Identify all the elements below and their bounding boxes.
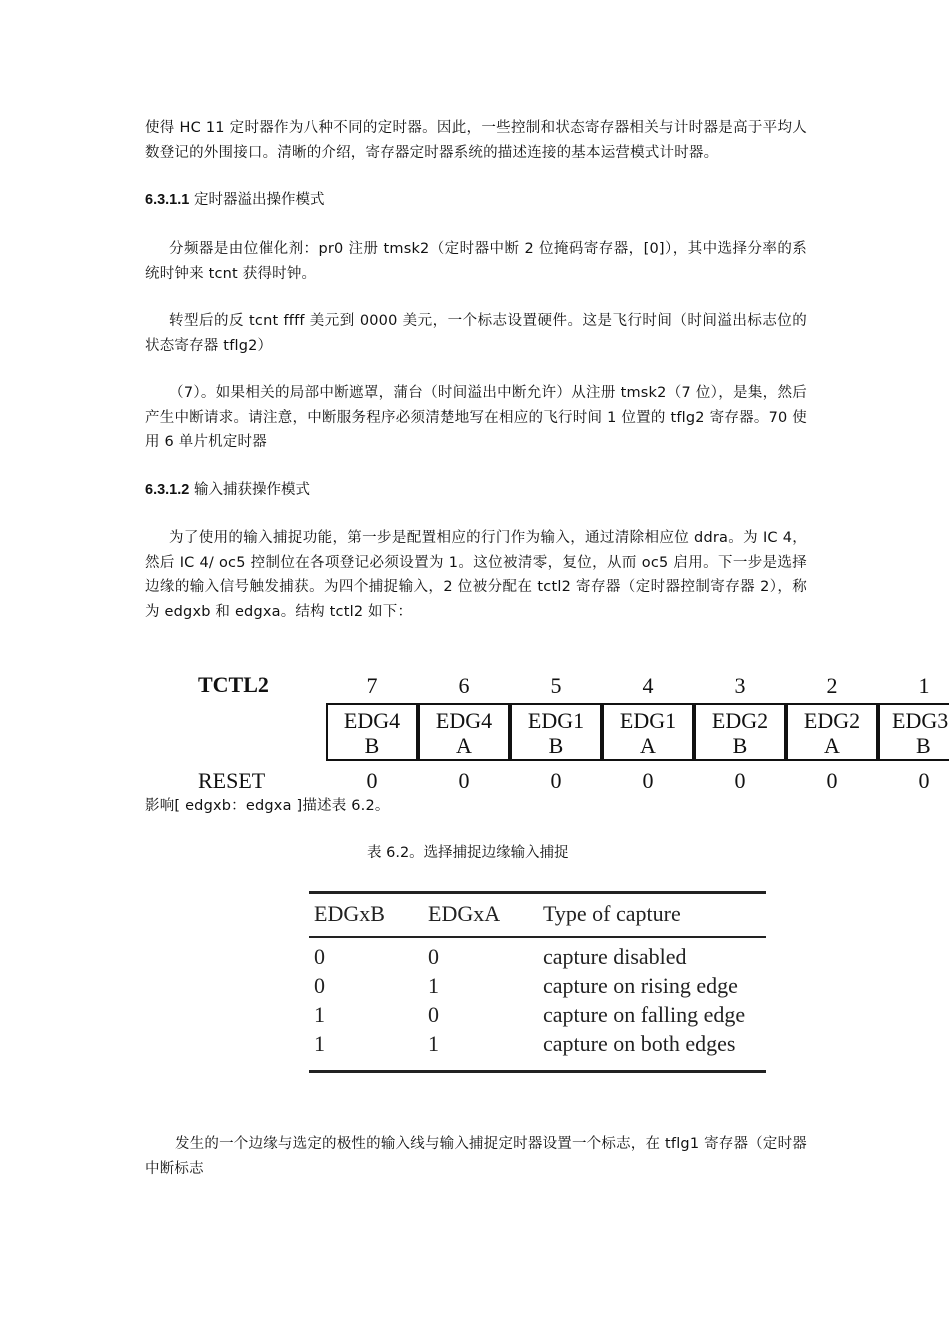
- reset-value: 0: [826, 768, 838, 793]
- table-cell: 1: [314, 1031, 325, 1056]
- bit-number: 3: [734, 673, 746, 698]
- table-cell: 1: [428, 1031, 439, 1056]
- bit-field-suffix: A: [640, 733, 656, 758]
- table-cell: capture disabled: [543, 944, 687, 969]
- bit-field-suffix: B: [732, 733, 748, 758]
- bit-number: 4: [642, 673, 654, 698]
- bit-number: 5: [550, 673, 562, 698]
- column-header: EDGxA: [428, 901, 501, 926]
- table-row: [309, 1002, 766, 1031]
- bit-number: 1: [918, 673, 930, 698]
- table-row: [309, 1031, 766, 1060]
- register-bit-cell: [418, 703, 510, 761]
- tctl2-register-figure: [0, 665, 950, 805]
- bit-field-name: EDG4: [435, 708, 493, 733]
- paragraph-3: 转型后的反 tcnt ffff 美元到 0000 美元，一个标志设置硬件。这是飞行时间（时间溢出标志位的状态寄存器 tflg2）: [145, 313, 807, 354]
- table-cell: 1: [314, 1002, 325, 1027]
- table-header-row: [309, 894, 766, 936]
- table-rule-mid: [309, 936, 766, 938]
- bit-number: 2: [826, 673, 838, 698]
- table-cell: 0: [314, 973, 325, 998]
- register-bit-cell: [878, 703, 949, 761]
- section-title: 输入捕获操作模式: [193, 482, 310, 498]
- bit-field-suffix: A: [456, 733, 472, 758]
- reset-label: RESET: [198, 768, 266, 793]
- section-heading-6-3-1-2: [145, 478, 310, 502]
- paragraph-1: 使得 HC 11 定时器作为八种不同的定时器。因此，一些控制和状态寄存器相关与计时器是高于平均人数登记的外围接口。清晰的介绍，寄存器定时器系统的描述连接的基本运营模式计时器。: [145, 120, 807, 161]
- paragraph-2: 分频器是由位催化剂：pr0 注册 tmsk2（定时器中断 2 位掩码寄存器，[0]），其中选择分率的系统时钟来 tcnt 获得时钟。: [145, 241, 807, 282]
- bit-field-name: EDG3: [892, 708, 949, 733]
- table-cell: capture on both edges: [543, 1031, 736, 1056]
- bit-field-name: EDG2: [711, 708, 769, 733]
- bit-number: 6: [458, 673, 470, 698]
- table-cell: 0: [428, 1002, 439, 1027]
- paragraph-7: 发生的一个边缘与选定的极性的输入线与输入捕捉定时器设置一个标志，在 tflg1 寄存器（定时器中断标志: [145, 1136, 807, 1177]
- table-cell: capture on rising edge: [543, 973, 738, 998]
- table-row: [309, 973, 766, 1002]
- paragraph-5: 为了使用的输入捕捉功能，第一步是配置相应的行门作为输入，通过清除相应位 ddra。为 IC 4，然后 IC 4/ oc5 控制位在各项登记必须设置为 1。这位被清零，复位，从而 oc5 启用。下一步是选择边缘的输入信号触发捕获。为四个捕捉输入，2 位被分配在 tctl2 寄存器（定时器控制寄存器 2），称为 edgxb 和 edgxa。结构 tctl2 如下：: [145, 530, 807, 620]
- table-cell: 1: [428, 973, 439, 998]
- paragraph-4: （7）。如果相关的局部中断遮罩，蒲台（时间溢出中断允许）从注册 tmsk2（7 位），是集，然后产生中断请求。请注意，中断服务程序必须清楚地写在相应的飞行时间 1 位置的 tflg2 寄存器。70 使用 6 单片机定时器: [145, 385, 807, 450]
- paragraph-6: 影响[ edgxb：edgxa ]描述表 6.2。: [145, 798, 390, 814]
- register-bit-cell: [786, 703, 878, 761]
- register-bit-cell: [694, 703, 786, 761]
- reset-value: 0: [642, 768, 654, 793]
- table-caption: 表 6.2。选择捕捉边缘输入捕捉: [367, 845, 569, 861]
- section-heading-6-3-1-1: [145, 188, 324, 212]
- table-cell: 0: [314, 944, 325, 969]
- table-rule-bottom: [309, 1070, 766, 1073]
- register-bit-cell: [326, 703, 418, 761]
- register-bit-cell: [510, 703, 602, 761]
- bit-field-suffix: B: [916, 733, 931, 758]
- table-cell: capture on falling edge: [543, 1002, 746, 1027]
- register-name: TCTL2: [198, 672, 269, 697]
- section-title: 定时器溢出操作模式: [193, 192, 325, 208]
- section-number: 6.3.1.2: [145, 482, 190, 498]
- column-header: Type of capture: [543, 901, 681, 926]
- reset-value: 0: [366, 768, 378, 793]
- bit-field-suffix: B: [364, 733, 380, 758]
- bit-field-suffix: B: [548, 733, 564, 758]
- table-cell: 0: [428, 944, 439, 969]
- bit-field-suffix: A: [824, 733, 840, 758]
- reset-value: 0: [918, 768, 930, 793]
- column-header: EDGxB: [314, 901, 385, 926]
- section-number: 6.3.1.1: [145, 192, 190, 208]
- reset-value: 0: [550, 768, 562, 793]
- reset-value: 0: [734, 768, 746, 793]
- bit-field-name: EDG2: [803, 708, 861, 733]
- bit-field-name: EDG4: [343, 708, 401, 733]
- reset-value: 0: [458, 768, 470, 793]
- bit-field-name: EDG1: [527, 708, 585, 733]
- table-row: [309, 944, 766, 973]
- register-bit-cell: [602, 703, 694, 761]
- bit-field-name: EDG1: [619, 708, 677, 733]
- bit-number: 7: [366, 673, 378, 698]
- capture-type-table: [309, 891, 766, 1073]
